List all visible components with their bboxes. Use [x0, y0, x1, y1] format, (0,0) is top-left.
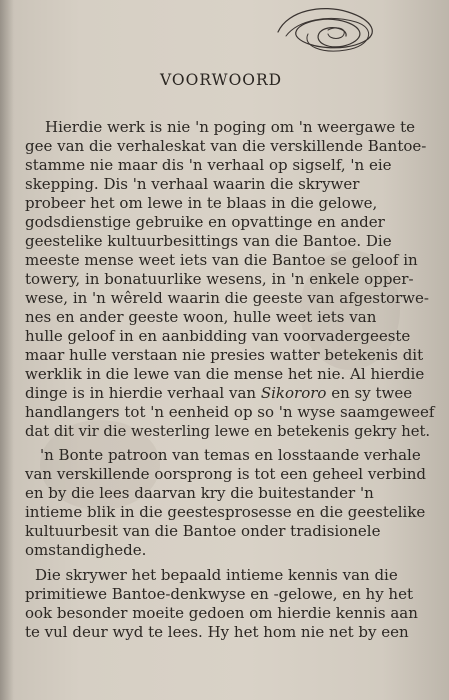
text-line: handlangers tot 'n eenheid op so 'n wyse saamgeweef — [25, 403, 435, 421]
text-line: en by die lees daarvan kry die buitestander 'n — [25, 484, 374, 502]
text-line: meeste mense weet iets van die Bantoe se geloof in — [25, 251, 418, 269]
text-line: nes en ander geeste woon, hulle weet iets van — [25, 308, 377, 326]
text-line: gee van die verhaleskat van die verskillende Bantoe- — [25, 137, 427, 155]
text-line: Die skrywer het bepaald intieme kennis van die — [35, 566, 398, 584]
text-line: te vul deur wyd te lees. Hy het hom nie net by een — [25, 623, 409, 641]
text-line: intieme blik in die geestesprosesse en die geestelike — [25, 503, 426, 521]
text-line: 'n Bonte patroon van temas en losstaande verhale — [40, 446, 421, 464]
text-line: werklik in die lewe van die mense het nie. Al hierdie — [25, 365, 425, 383]
text-line: stamme nie maar dis 'n verhaal op sigself, 'n eie — [25, 156, 392, 174]
text-line: maar hulle verstaan nie presies watter betekenis dit — [25, 346, 424, 364]
text-line: towery, in bonatuurlike wesens, in 'n enkele opper- — [25, 270, 414, 288]
text-line: omstandighede. — [25, 541, 147, 559]
text-line: probeer het om lewe in te blaas in die gelowe, — [25, 194, 378, 212]
book-title-italic: Sikororo — [260, 384, 327, 402]
text-line: kultuurbesit van die Bantoe onder tradisionele — [25, 522, 381, 540]
text-line: dat dit vir die westerling lewe en betekenis gekry het. — [25, 423, 431, 440]
text-line: godsdienstige gebruike en opvattinge en ander — [25, 213, 385, 231]
page-gutter-shadow — [0, 0, 14, 700]
text-line: skepping. Dis 'n verhaal waarin die skrywer — [25, 175, 360, 193]
pen-scribble — [268, 2, 383, 64]
text-segment: en sy twee — [326, 384, 413, 402]
text-line: Hierdie werk is nie 'n poging om 'n weergawe te — [45, 118, 415, 136]
text-line: geestelike kultuurbesittings van die Bantoe. Die — [25, 232, 392, 250]
text-line: ook besonder moeite gedoen om hierdie kennis aan — [25, 604, 418, 622]
text-line: van verskillende oorsprong is tot een geheel verbind — [25, 465, 427, 483]
text-line: hulle geloof in en aanbidding van voorvadergeeste — [25, 327, 411, 345]
page-title: VOORWOORD — [160, 71, 283, 89]
text-line: wese, in 'n wêreld waarin die geeste van afgestorwe- — [25, 289, 429, 307]
text-line-with-italic — [25, 384, 412, 403]
text-segment: dinge is in hierdie verhaal van — [25, 384, 261, 402]
text-line: primitiewe Bantoe-denkwyse en -gelowe, en hy het — [25, 585, 414, 603]
